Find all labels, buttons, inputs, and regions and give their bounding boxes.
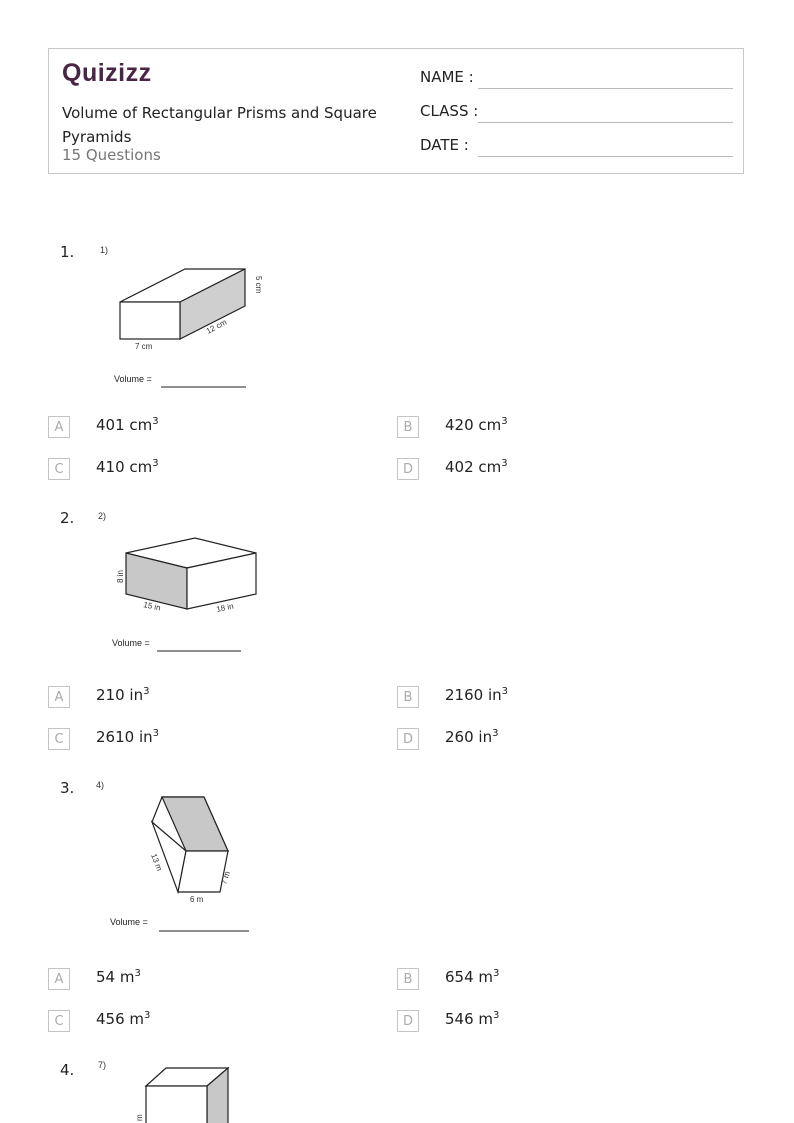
date-label: DATE : bbox=[420, 136, 469, 154]
prism-front-face bbox=[178, 851, 228, 892]
figure-2-dim-height: 8 in bbox=[116, 570, 125, 583]
q3-option-d-text[interactable]: 546 $m^3$ bbox=[445, 1010, 500, 1028]
q2-option-d-box[interactable]: D bbox=[397, 728, 419, 750]
date-line bbox=[478, 156, 733, 157]
q1-option-d-text[interactable]: 402 $cm^3$ bbox=[445, 458, 508, 476]
figure-2-tag: 2) bbox=[98, 511, 107, 521]
question-4-number: 4. bbox=[60, 1061, 75, 1079]
name-line bbox=[478, 88, 733, 89]
question-count: 15 Questions bbox=[62, 146, 161, 164]
question-2-figure bbox=[95, 505, 285, 657]
figure-3-tag: 4) bbox=[96, 780, 105, 790]
q3-option-b-box[interactable]: B bbox=[397, 968, 419, 990]
figure-3-dim-slant: 13 m bbox=[149, 852, 165, 873]
q2-option-c-text[interactable]: 2610 $in^3$ bbox=[96, 728, 159, 746]
question-1-number: 1. bbox=[60, 243, 75, 261]
figure-4-dim-height: m bbox=[135, 1114, 144, 1121]
q1-option-a-text[interactable]: 401 $cm^3$ bbox=[96, 416, 159, 434]
name-label: NAME : bbox=[420, 68, 474, 86]
quizizz-logo: Quizizz bbox=[62, 59, 152, 87]
q2-option-d-text[interactable]: 260 $in^3$ bbox=[445, 728, 499, 746]
figure-3-dim-width: 6 m bbox=[190, 895, 204, 904]
q1-option-b-box[interactable]: B bbox=[397, 416, 419, 438]
figure-2-volume-label: Volume = bbox=[112, 638, 150, 648]
q3-option-c-box[interactable]: C bbox=[48, 1010, 70, 1032]
q1-option-a-box[interactable]: A bbox=[48, 416, 70, 438]
question-4-figure bbox=[95, 1055, 285, 1123]
worksheet-title: Volume of Rectangular Prisms and Square Pyramids bbox=[62, 104, 377, 146]
q3-option-a-box[interactable]: A bbox=[48, 968, 70, 990]
prism-front-face bbox=[120, 302, 180, 339]
question-3-number: 3. bbox=[60, 779, 75, 797]
q1-option-b-text[interactable]: 420 $cm^3$ bbox=[445, 416, 508, 434]
q3-option-b-text[interactable]: 654 $m^3$ bbox=[445, 968, 500, 986]
q2-option-b-box[interactable]: B bbox=[397, 686, 419, 708]
figure-3-dim-height: 7 m bbox=[219, 870, 233, 886]
q3-option-a-text[interactable]: 54 $m^3$ bbox=[96, 968, 141, 986]
q1-option-d-box[interactable]: D bbox=[397, 458, 419, 480]
figure-2-dim-right: 18 in bbox=[215, 601, 235, 614]
figure-1-tag: 1) bbox=[100, 245, 109, 255]
q2-option-a-box[interactable]: A bbox=[48, 686, 70, 708]
class-line bbox=[478, 122, 733, 123]
q2-option-c-box[interactable]: C bbox=[48, 728, 70, 750]
question-3-figure bbox=[95, 775, 285, 935]
figure-1-dim-length: 12 cm bbox=[204, 317, 229, 336]
figure-1-dim-height: 5 cm bbox=[254, 276, 263, 294]
question-2-number: 2. bbox=[60, 509, 75, 527]
q3-option-d-box[interactable]: D bbox=[397, 1010, 419, 1032]
question-1-figure bbox=[95, 240, 285, 392]
figure-3-volume-label: Volume = bbox=[110, 917, 148, 927]
prism-front-face bbox=[146, 1086, 207, 1123]
figure-1-dim-width: 7 cm bbox=[135, 342, 153, 351]
q2-option-a-text[interactable]: 210 $in^3$ bbox=[96, 686, 150, 704]
q2-option-b-text[interactable]: 2160 $in^3$ bbox=[445, 686, 508, 704]
figure-2-dim-left: 15 in bbox=[142, 600, 162, 613]
figure-1-volume-label: Volume = bbox=[114, 374, 152, 384]
figure-4-tag: 7) bbox=[98, 1060, 107, 1070]
class-label: CLASS : bbox=[420, 102, 479, 120]
worksheet-header bbox=[48, 48, 744, 174]
q1-option-c-text[interactable]: 410 $cm^3$ bbox=[96, 458, 159, 476]
q1-option-c-box[interactable]: C bbox=[48, 458, 70, 480]
q3-option-c-text[interactable]: 456 $m^3$ bbox=[96, 1010, 151, 1028]
